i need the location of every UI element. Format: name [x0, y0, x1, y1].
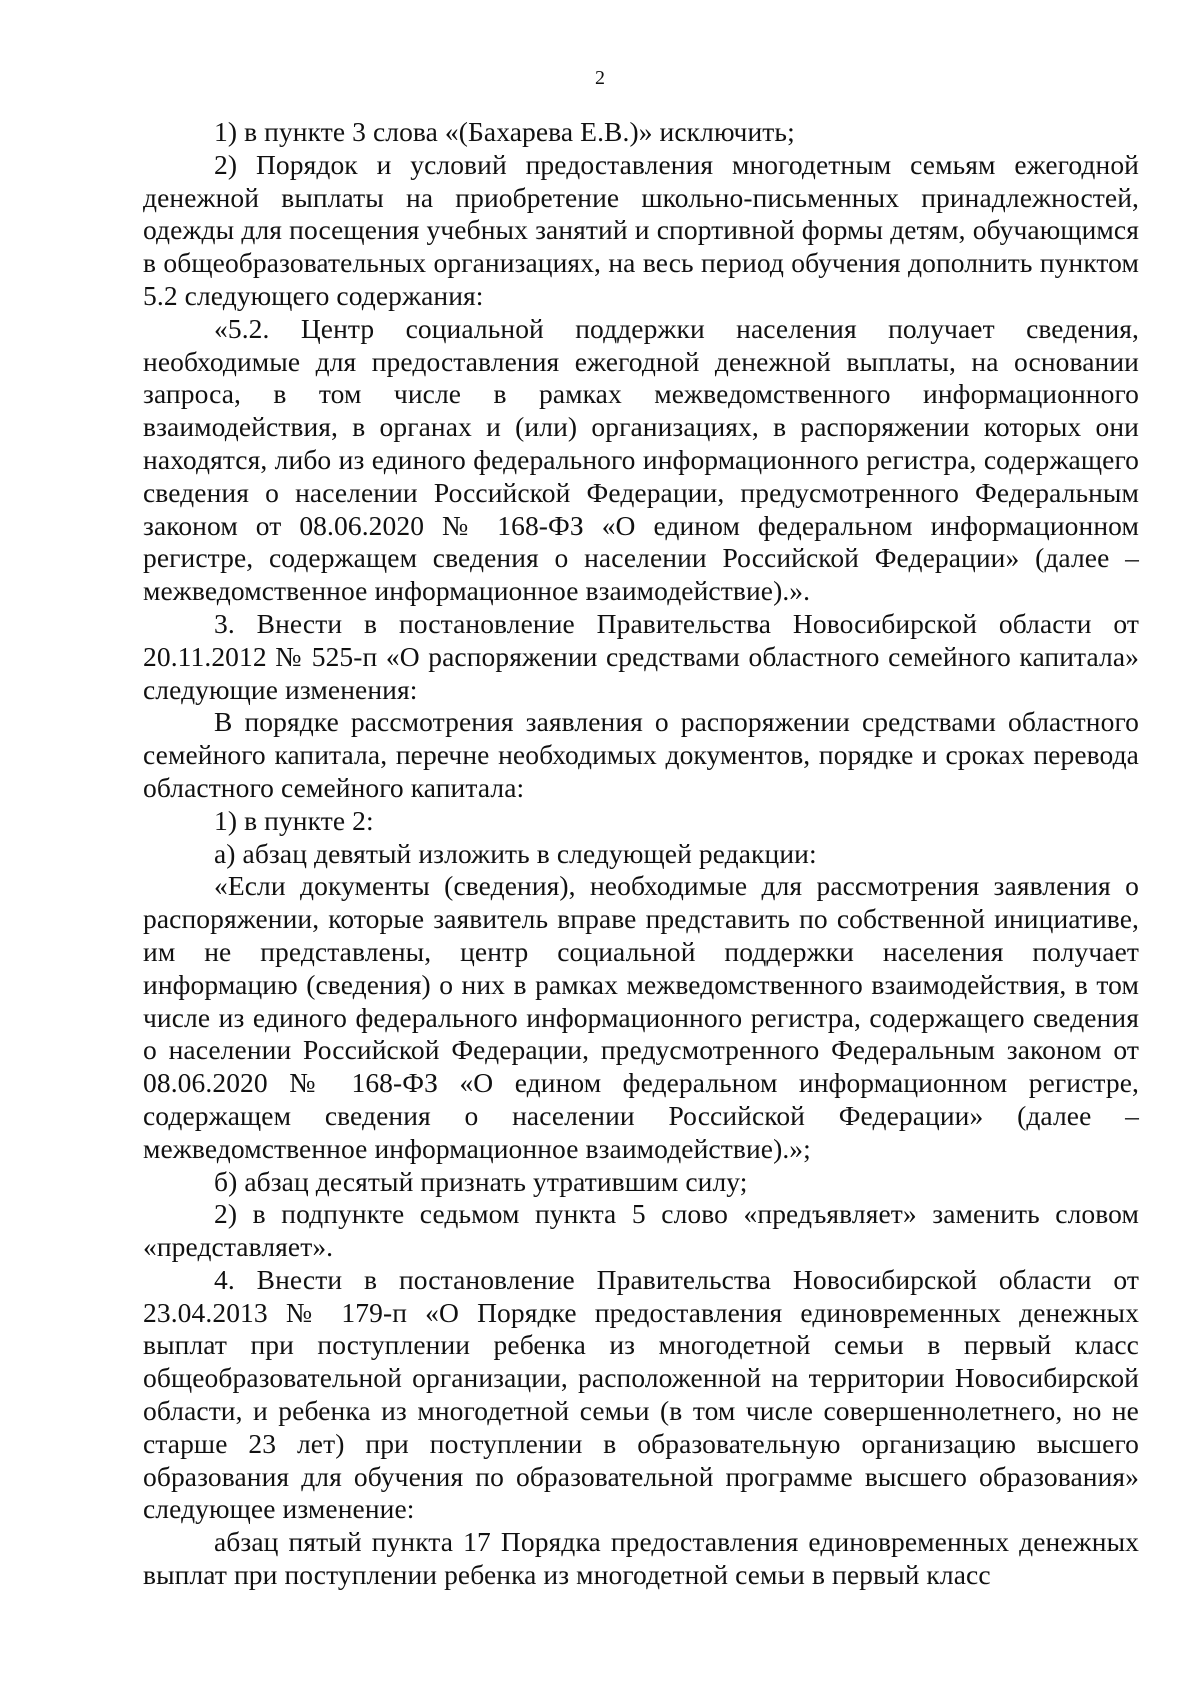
paragraph-family-capital-procedure: В порядке рассмотрения заявления о распоряжении средствами областного семейного капитала, перечне необходимых документов, порядке и сроках перевода областного семейного капитала: [143, 706, 1139, 803]
paragraph-section-4-amendment: 4. Внести в постановление Правительства Новосибирской области от 23.04.2013 № 179-п «О Порядке предоставления единовременных денежных выплат при поступлении ребенка из многодетной семьи в первый класс общеобразовательной организации, расположенной на территории Новосибирской области, и ребенка из многодетной семьи (в том числе совершеннолетнего, но не старше 23 лет) при поступлении в образовательную организацию высшего образования для обучения по образовательной программе высшего образования» следующее изменение: [143, 1263, 1139, 1525]
paragraph-subitem-b: б) абзац десятый признать утратившим силу; [214, 1165, 748, 1197]
paragraph-new-wording-paragraph-nine: «Если документы (сведения), необходимые для рассмотрения заявления о распоряжении, которые заявитель вправе представить по собственной инициативе, им не представлены, центр социальной поддержки населения получает информацию (сведения) о них в рамках межведомственного взаимодействия, в том числе из единого федерального информационного регистра, содержащего сведения о населении Российской Федерации, предусмотренного Федеральным законом от 08.06.2020 № 168-ФЗ «О едином федеральном информационном регистре, содержащем сведения о населении Российской Федерации» (далее – межведомственное информационное взаимодействие).»; [143, 870, 1139, 1164]
page-number: 2 [595, 67, 605, 89]
paragraph-item-1-bakhareva: 1) в пункте 3 слова «(Бахарева Е.В.)» исключить; [214, 116, 795, 147]
paragraph-item-1-point-2: 1) в пункте 2: [214, 804, 374, 836]
document-body [143, 116, 1139, 1592]
paragraph-item-2-procedure-supplement: 2) Порядок и условий предоставления многодетным семьям ежегодной денежной выплаты на приобретение школьно-письменных принадлежностей, одежды для посещения учебных занятий и спортивной формы детям, обучающимся в общеобразовательных организациях, на весь период обучения дополнить пунктом 5.2 следующего содержания: [143, 148, 1139, 311]
paragraph-paragraph-five-point-17: абзац пятый пункта 17 Порядка предоставления единовременных денежных выплат при поступлении ребенка из многодетной семьи в первый класс [143, 1526, 1139, 1591]
paragraph-subitem-a: а) абзац девятый изложить в следующей редакции: [214, 837, 817, 869]
paragraph-item-2-word-replacement: 2) в подпункте седьмом пункта 5 слово «предъявляет» заменить словом «представляет». [143, 1198, 1139, 1263]
paragraph-point-5-2-text: «5.2. Центр социальной поддержки населения получает сведения, необходимые для предоставления ежегодной денежной выплаты, на основании запроса, в том числе в рамках межведомственного информационного взаимодействия, в органах и (или) организациях, в распоряжении которых они находятся, либо из единого федерального информационного регистра, содержащего сведения о населении Российской Федерации, предусмотренного Федеральным законом от 08.06.2020 № 168-ФЗ «О едином федеральном информационном регистре, содержащем сведения о населении Российской Федерации» (далее – межведомственное информационное взаимодействие).». [143, 312, 1139, 607]
paragraph-section-3-amendment: 3. Внести в постановление Правительства Новосибирской области от 20.11.2012 № 525-п «О распоряжении средствами областного семейного капитала» следующие изменения: [143, 607, 1139, 705]
